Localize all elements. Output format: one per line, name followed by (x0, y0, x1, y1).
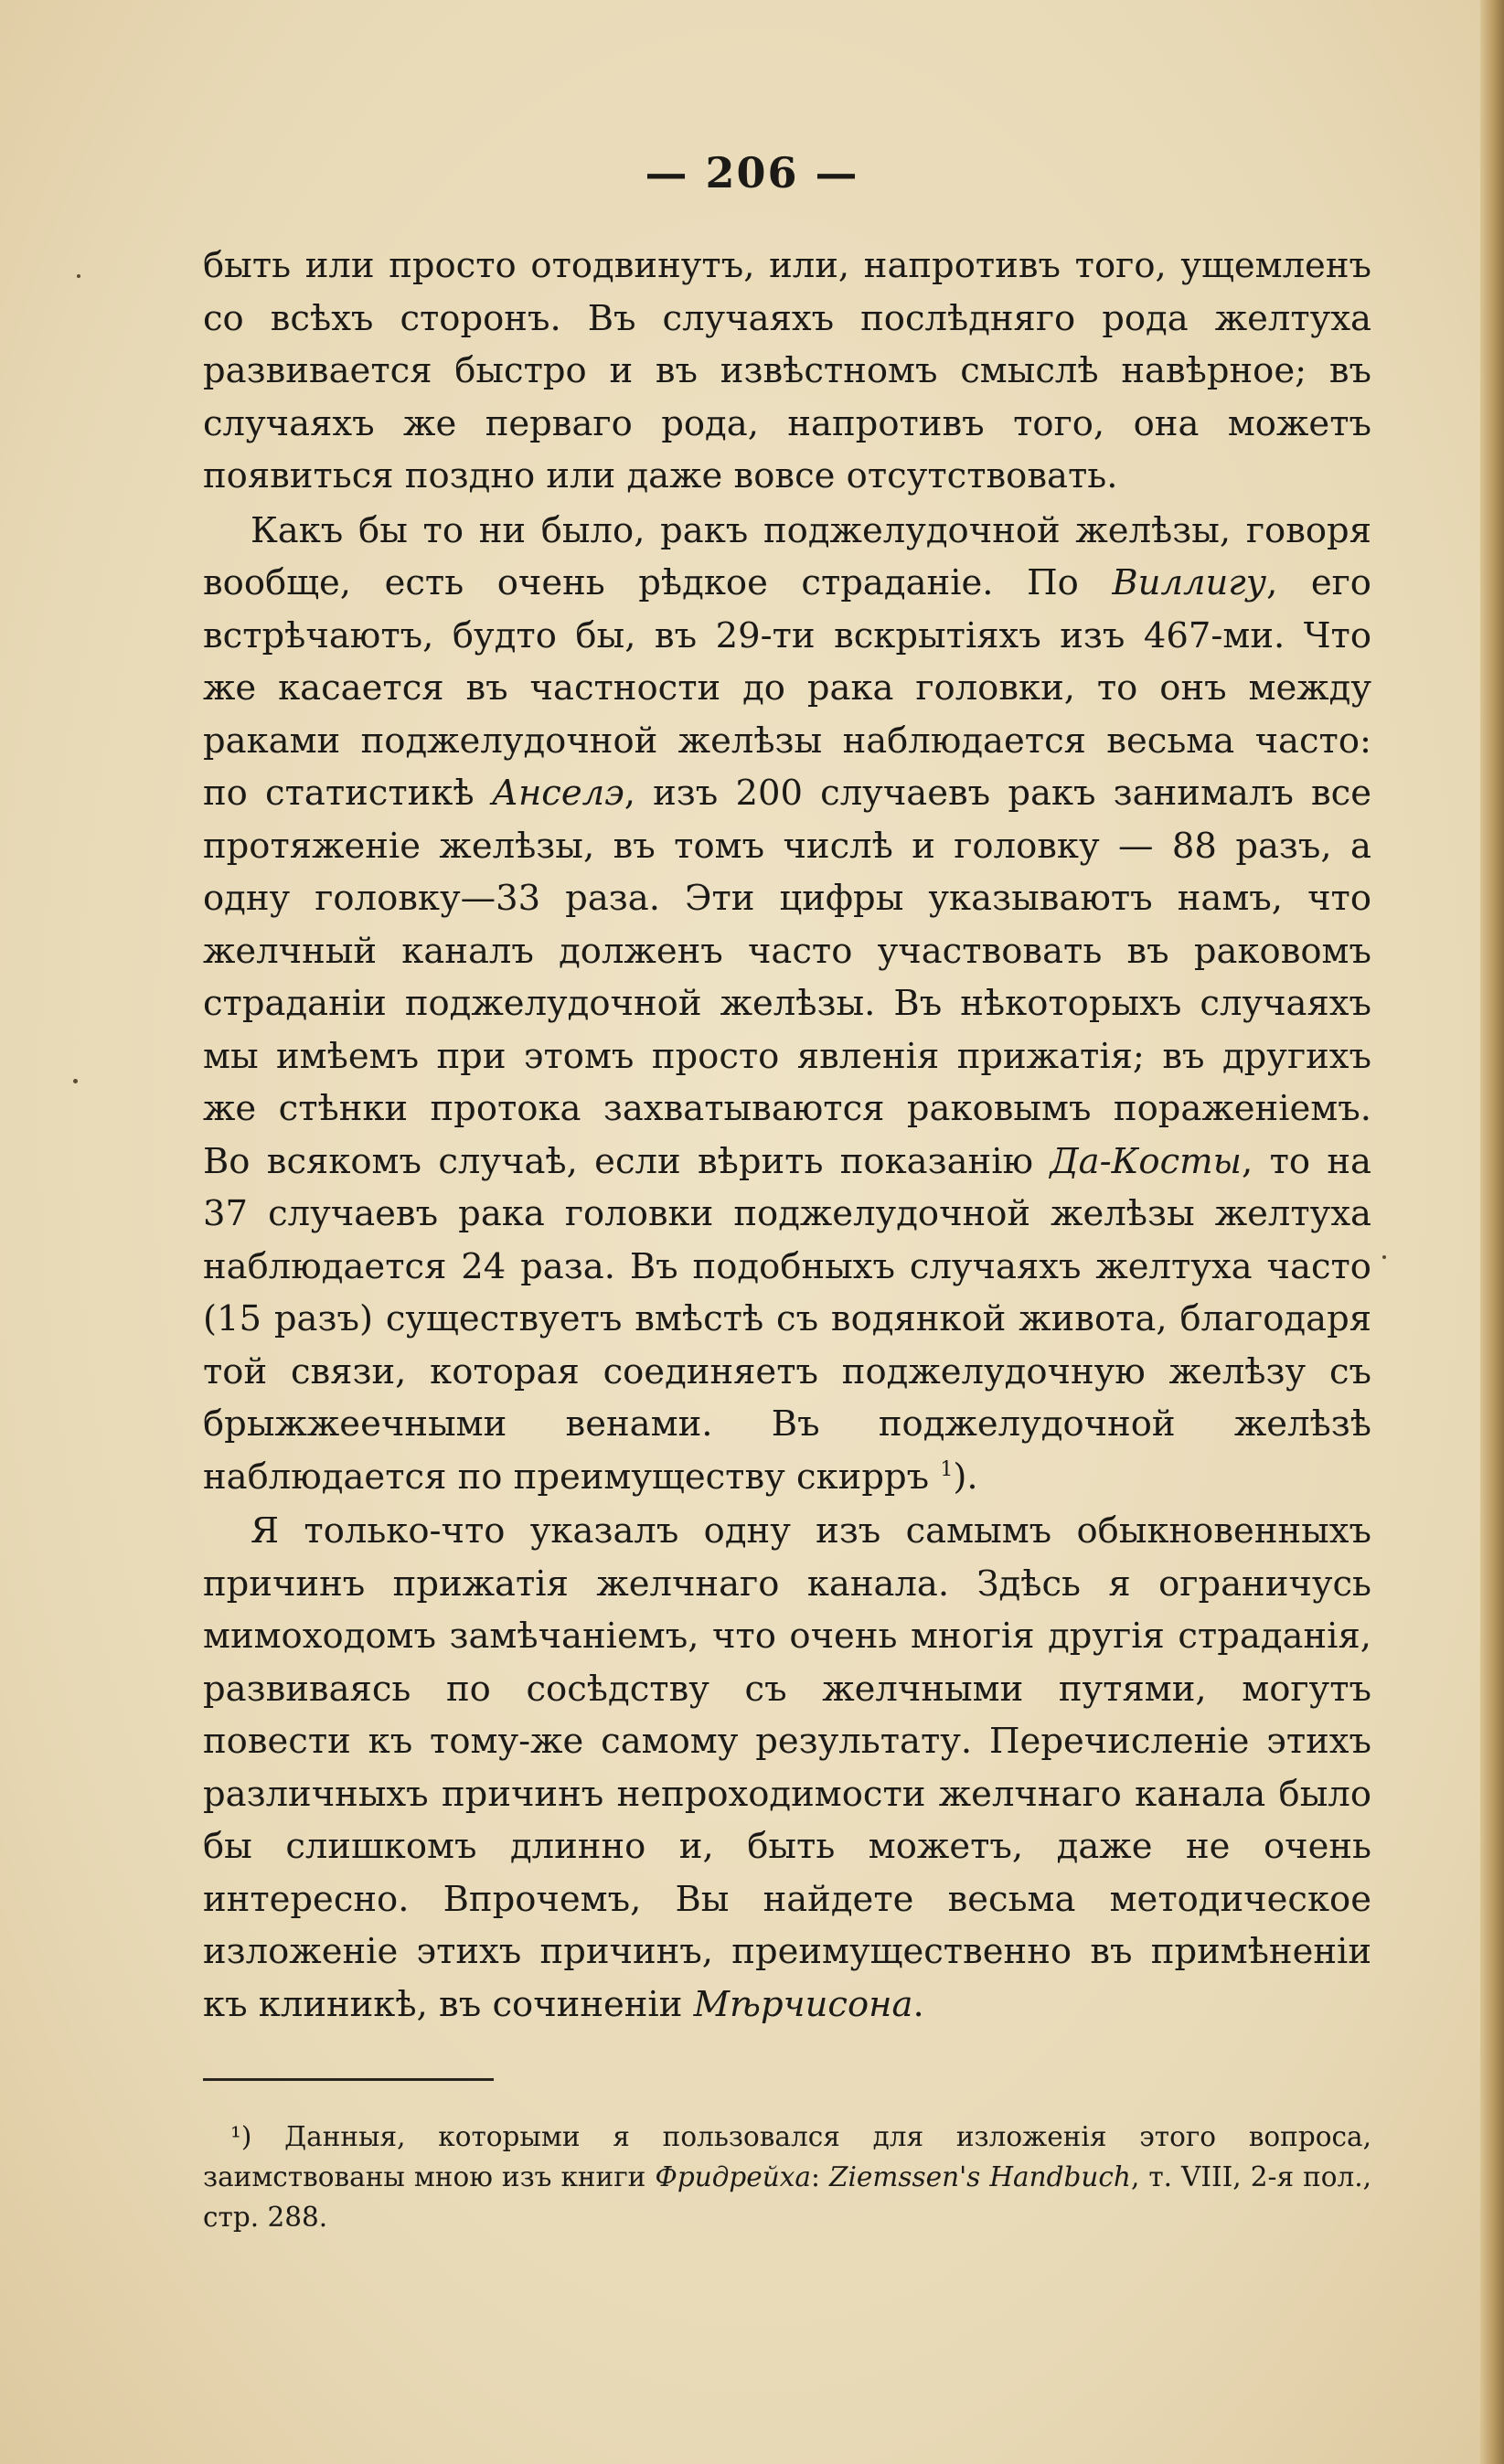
paragraph-3: Я только-что указалъ одну изъ самымъ обыкновенныхъ причинъ прижатія желчнаго канала. Здѣсь я ограничусь мимоходомъ замѣчаніемъ, что очень многія другія страданія, развиваясь по сосѣдству съ желчными путями, могутъ повести къ тому-же самому результату. Перечисленіе этихъ различныхъ причинъ непроходимости желчнаго канала было бы слишкомъ длинно и, быть можетъ, даже не очень интересно. Впрочемъ, Вы найдете весьма методическое изложеніе этихъ причинъ, преимущественно въ примѣненіи къ клиникѣ, въ сочиненіи Мѣрчисона. (203, 1510, 1371, 2025)
paragraph-2: Какъ бы то ни было, ракъ поджелудочной желѣзы, говоря вообще, есть очень рѣдкое страданіе. По Виллигу, его встрѣчаютъ, будто бы, въ 29-ти вскрытіяхъ изъ 467-ми. Что же касается въ частности до рака головки, то онъ между раками поджелудочной желѣзы наблюдается весьма часто: по статистикѣ Анселэ, изъ 200 случаевъ ракъ занималъ все протяженіе желѣзы, въ томъ числѣ и головку — 88 разъ, а одну головку—33 раза. Эти цифры указываютъ намъ, что желчный каналъ долженъ часто участвовать въ раковомъ страданіи поджелудочной желѣзы. Въ нѣкоторыхъ случаяхъ мы имѣемъ при этомъ просто явленія прижатія; въ другихъ же стѣнки протока захватываются раковымъ пораженіемъ. Во всякомъ случаѣ, если вѣрить показанію Да-Косты, то на 37 случаевъ рака головки поджелудочной желѣзы желтуха наблюдается 24 раза. Въ подобныхъ случаяхъ желтуха часто (15 разъ) существуетъ вмѣстѣ съ водянкой живота, благодаря той связи, которая соединяетъ поджелудочную желѣзу съ брыжжеечными венами. Въ поджелудочной желѣзѣ наблюдается по преимуществу скирръ $^1$). (203, 509, 1372, 1498)
paper-speck (1382, 1255, 1386, 1259)
author-villig: Виллигу (1112, 562, 1267, 603)
paper-speck (77, 274, 80, 278)
author-murchison: Мѣрчисона (693, 1983, 913, 2025)
footnote: ¹) Данныя, которыми я пользовался для изложенія этого вопроса, заимствованы мною изъ книги Фридрейха: Ziemssen's Handbuch, т. VIII, 2-я пол., стр. 288. (203, 2121, 1371, 2233)
main-text (203, 240, 1371, 2031)
author-da-kosta: Да-Косты (1050, 1140, 1243, 1182)
footnote-reference: 1 (940, 1457, 954, 1481)
page-number: — 206 — (645, 148, 859, 197)
paper-speck (73, 1079, 78, 1083)
paragraph-1: быть или просто отодвинутъ, или, напротивъ того, ущемленъ со всѣхъ сторонъ. Въ случаяхъ послѣдняго рода желтуха развивается быстро и въ извѣстномъ смыслѣ навѣрное; въ случаяхъ же перваго рода, напротивъ того, она можетъ появиться поздно или даже вовсе отсутствовать. (203, 245, 1371, 496)
page-edge-shadow (1480, 0, 1504, 2464)
footnote-divider (203, 2078, 494, 2081)
footnote-marker: ¹) (230, 2121, 252, 2152)
footnote-author: Фридрейха (655, 2161, 811, 2192)
author-ansele: Анселэ (491, 773, 624, 814)
footnote-work: Ziemssen's Handbuch (828, 2161, 1131, 2192)
